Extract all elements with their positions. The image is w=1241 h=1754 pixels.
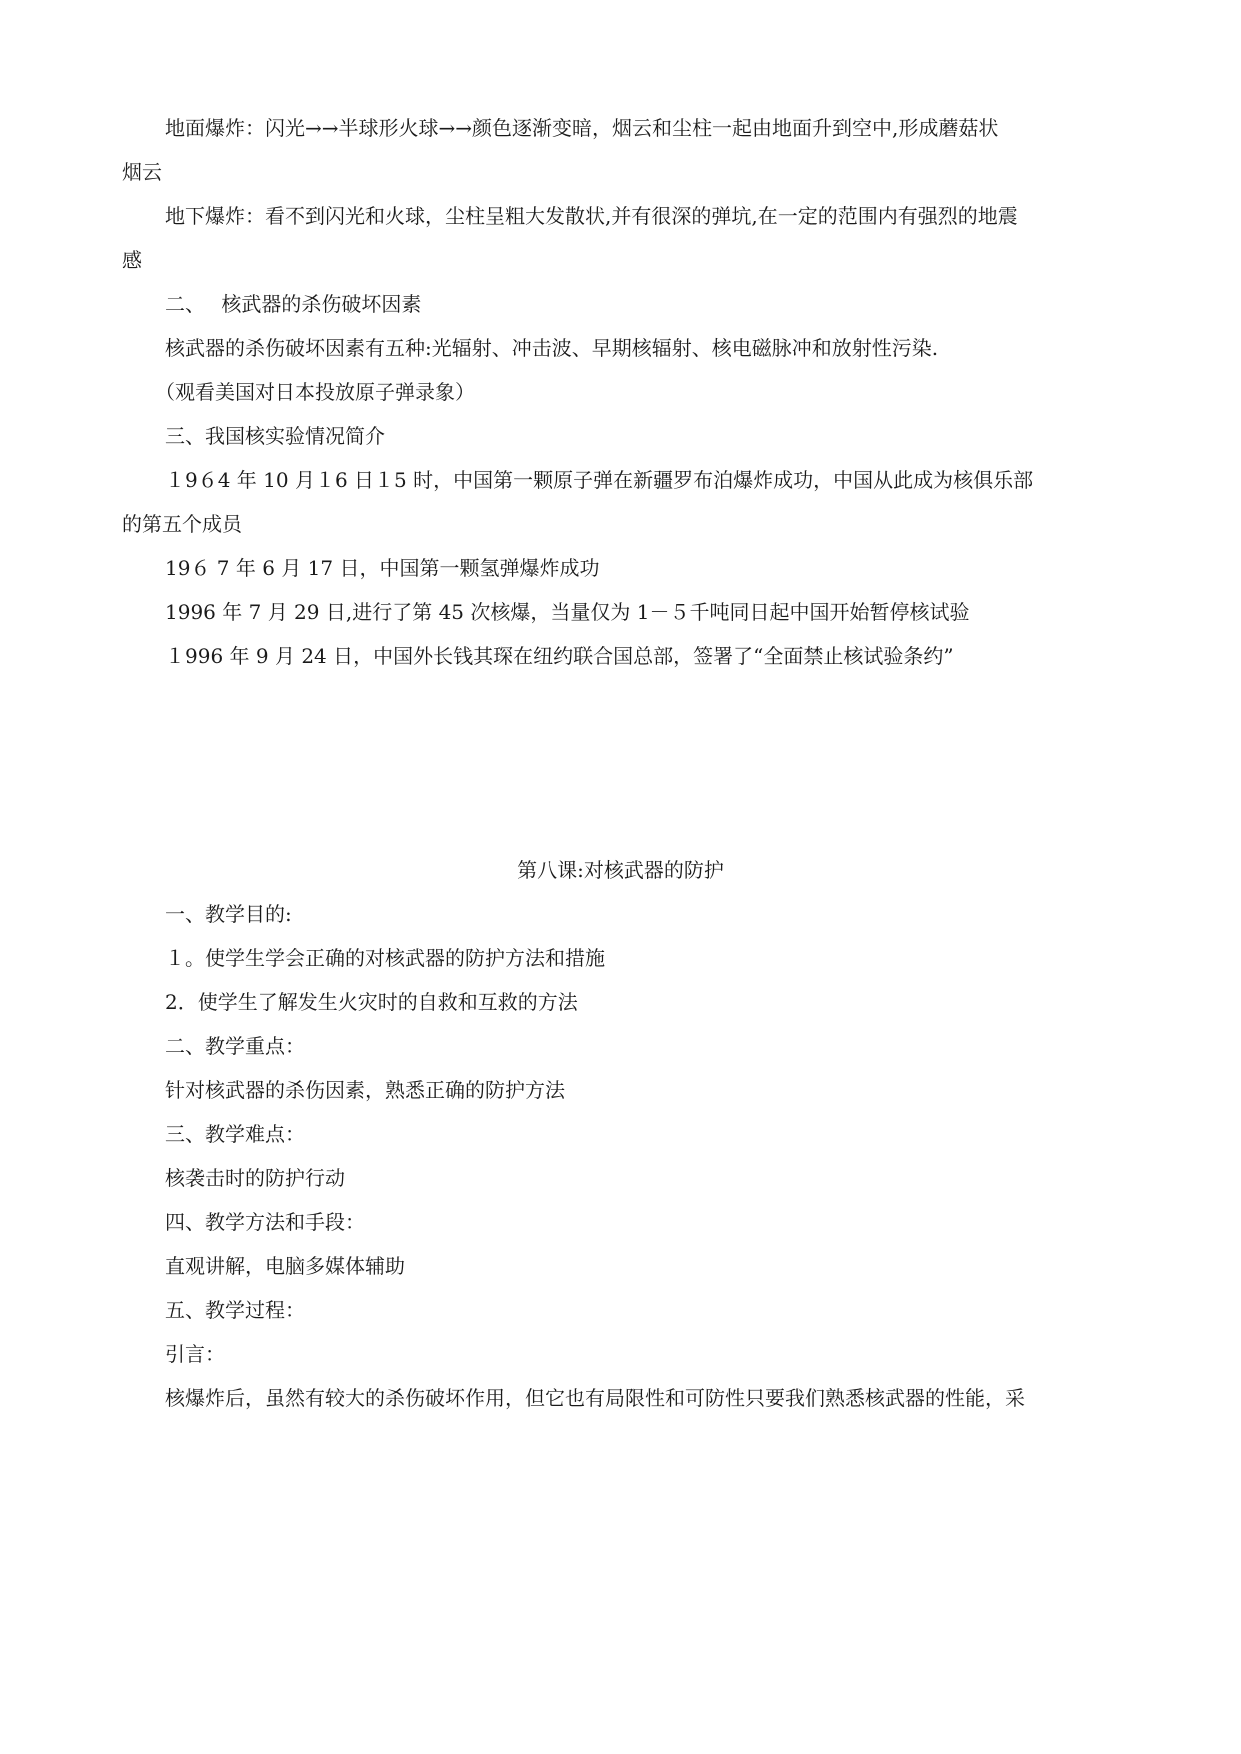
section-two-note: （观看美国对日本投放原子弹录象）	[155, 380, 475, 404]
underground-burst-text-cont: 感	[122, 248, 142, 272]
section-two-heading: 二、 核武器的杀伤破坏因素	[165, 292, 422, 316]
underground-burst-text: 地下爆炸：看不到闪光和火球，尘柱呈粗大发散状,并有很深的弹坑,在一定的范围内有强烈的地震	[165, 204, 1018, 228]
nuclear-test-1964: １9６4 年 10 月１6 日１5 时，中国第一颗原子弹在新疆罗布泊爆炸成功，中国从此成为核俱乐部	[165, 468, 1034, 492]
section-three-heading: 三、我国核实验情况简介	[165, 424, 385, 448]
nuclear-test-1967: 19６ 7 年 6 月 17 日，中国第一颗氢弹爆炸成功	[165, 556, 600, 580]
methods-heading: 四、教学方法和手段：	[165, 1210, 365, 1234]
process-heading: 五、教学过程：	[165, 1298, 305, 1322]
intro-heading: 引言：	[165, 1342, 225, 1366]
nuclear-test-1996-sept: １996 年 9 月 24 日，中国外长钱其琛在纽约联合国总部，签署了“全面禁止核试验条约”	[165, 644, 954, 668]
key-points-heading: 二、教学重点：	[165, 1034, 305, 1058]
nuclear-test-1964-cont: 的第五个成员	[122, 512, 242, 536]
objective-1: １。使学生学会正确的对核武器的防护方法和措施	[165, 946, 605, 970]
lesson-title: 第八课:对核武器的防护	[517, 858, 724, 882]
objective-2: 2．使学生了解发生火灾时的自救和互救的方法	[165, 990, 578, 1014]
section-two-body: 核武器的杀伤破坏因素有五种:光辐射、冲击波、早期核辐射、核电磁脉冲和放射性污染.	[165, 336, 939, 360]
nuclear-test-1996-july: 1996 年 7 月 29 日,进行了第 45 次核爆，当量仅为 1－５千吨同日起中国开始暂停核试验	[165, 600, 970, 624]
key-points-body: 针对核武器的杀伤因素，熟悉正确的防护方法	[165, 1078, 565, 1102]
difficulty-heading: 三、教学难点：	[165, 1122, 305, 1146]
ground-burst-text-cont: 烟云	[122, 160, 162, 184]
methods-body: 直观讲解，电脑多媒体辅助	[165, 1254, 405, 1278]
difficulty-body: 核袭击时的防护行动	[165, 1166, 345, 1190]
intro-body: 核爆炸后，虽然有较大的杀伤破坏作用，但它也有局限性和可防性只要我们熟悉核武器的性能，采	[165, 1386, 1025, 1410]
objectives-heading: 一、教学目的:	[165, 902, 292, 926]
ground-burst-text: 地面爆炸：闪光→→半球形火球→→颜色逐渐变暗，烟云和尘柱一起由地面升到空中,形成蘑菇状	[165, 116, 999, 140]
